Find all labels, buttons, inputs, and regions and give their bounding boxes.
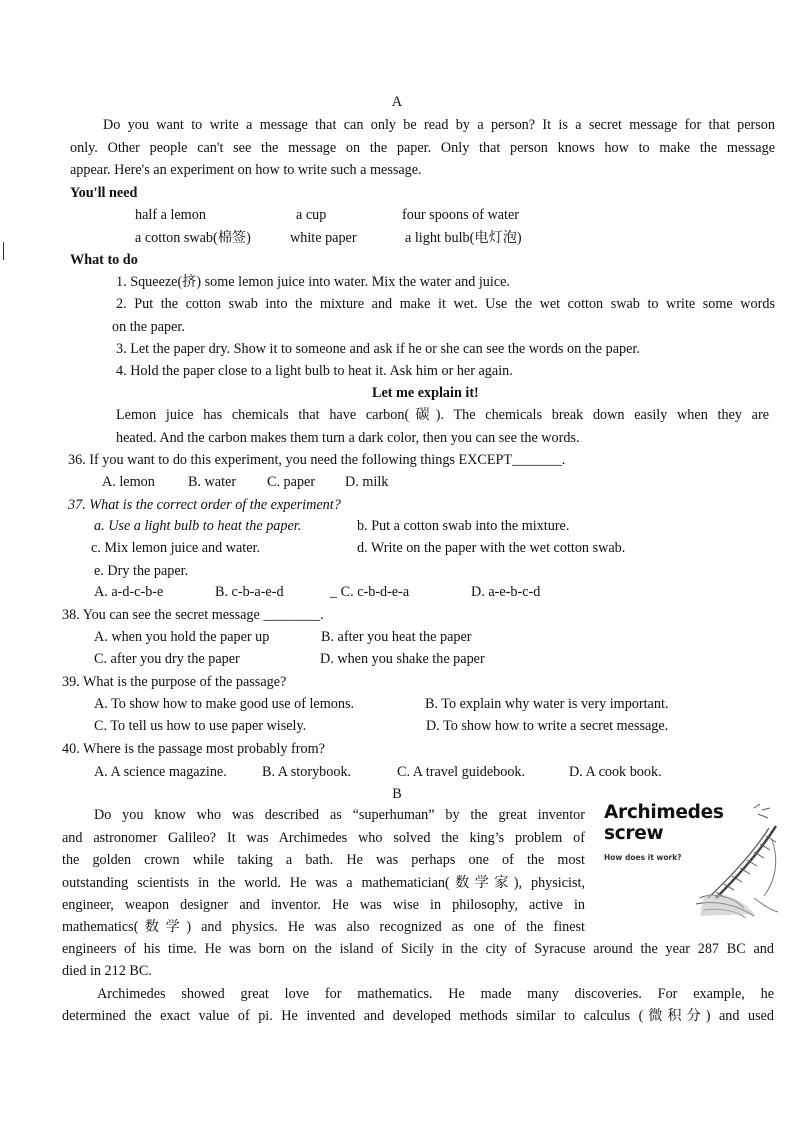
q38-option-a: A. when you hold the paper up [94,629,270,645]
need-item: a cotton swab(棉签) [135,230,251,246]
q37-option-a: A. a-d-c-b-e [94,584,164,600]
q39-stem: 39. What is the purpose of the passage? [62,674,287,690]
q36-stem: 36. If you want to do this experiment, you need the following things EXCEPT_______. [68,452,566,468]
passage-b-line: died in 212 BC. [62,963,152,979]
passage-b-line: outstanding scientists in the world. He was a mathematician(数学家), physicist, [62,875,585,891]
q40-option-a: A. A science magazine. [94,764,227,780]
passage-b-para2-line: determined the exact value of pi. He invented and developed methods similar to calculus (微积分) and used [62,1008,774,1024]
passage-b-line: Do you know who was described as “superhuman” by the great inventor [94,807,585,823]
need-item: a light bulb(电灯泡) [405,230,522,246]
q40-option-d: D. A cook book. [569,764,662,780]
q37-option-b: B. c-b-a-e-d [215,584,284,600]
q38-option-d: D. when you shake the paper [320,651,485,667]
passage-a-intro-3: appear. Here's an experiment on how to write such a message. [70,162,422,178]
todo-heading: What to do [70,252,138,268]
passage-b-line: and astronomer Galileo? It was Archimedes who solved the king’s problem of [62,830,585,846]
q37-option-d: D. a-e-b-c-d [471,584,541,600]
q40-option-c: C. A travel guidebook. [397,764,526,780]
q40-stem: 40. Where is the passage most probably from? [62,741,325,757]
need-item: a cup [296,207,327,223]
passage-a-letter: A [391,94,403,110]
step-2: 2. Put the cotton swab into the mixture and make it wet. Use the wet cotton swab to write some words [116,296,775,312]
passage-b-line: the golden crown while taking a bath. He was perhaps one of the most [62,852,585,868]
archimedes-screw-figure [604,800,782,920]
q39-option-b: B. To explain why water is very important. [425,696,669,712]
explain-heading: Let me explain it! [372,385,479,401]
passage-b-letter: B [392,786,402,802]
q38-stem: 38. You can see the secret message ________. [62,607,324,623]
q38-option-b: B. after you heat the paper [321,629,472,645]
passage-b-para2-line: Archimedes showed great love for mathematics. He made many discoveries. For example, he [97,986,774,1002]
need-item: four spoons of water [402,207,520,223]
archimedes-screw-illustration [604,800,782,920]
q36-option-c: C. paper [267,474,316,490]
passage-a-intro-2: only. Other people can't see the message on the paper. Only that person knows how to make the message [70,140,775,156]
q40-option-b: B. A storybook. [262,764,352,780]
q37-step-a: a. Use a light bulb to heat the paper. [94,518,302,534]
step-3: 3. Let the paper dry. Show it to someone and ask if he or she can see the words on the paper. [116,341,640,357]
need-item: half a lemon [135,207,206,223]
step-2-cont: on the paper. [112,319,185,335]
q39-option-d: D. To show how to write a secret message. [426,718,669,734]
figure-title-line-2: screw [604,823,664,844]
scan-edge-mark [3,242,4,260]
q37-option-c: _ C. c-b-d-e-a [330,584,410,600]
explain-line-1: Lemon juice has chemicals that have carbon(碳). The chemicals break down easily when they are [116,407,769,423]
explain-line-2: heated. And the carbon makes them turn a dark color, then you can see the words. [116,430,580,446]
need-heading: You'll need [70,185,138,201]
q36-option-b: B. water [188,474,237,490]
figure-subtitle: How does it work? [604,853,682,862]
q37-step-c: c. Mix lemon juice and water. [91,540,261,556]
q39-option-a: A. To show how to make good use of lemons. [94,696,355,712]
passage-b-line: engineer, weapon designer and inventor. He was wise in philosophy, active in [62,897,585,913]
need-item: white paper [290,230,357,246]
step-4: 4. Hold the paper close to a light bulb to heat it. Ask him or her again. [116,363,513,379]
q37-stem: 37. What is the correct order of the experiment? [68,497,341,513]
q36-option-d: D. milk [345,474,389,490]
figure-title-line-1: Archimedes [604,802,724,823]
q37-step-b: b. Put a cotton swab into the mixture. [357,518,570,534]
passage-b-line: mathematics(数学) and physics. He was also recognized as one of the finest [62,919,585,935]
passage-a-intro-1: Do you want to write a message that can only be read by a person? It is a secret message for that person [103,117,775,133]
q38-option-c: C. after you dry the paper [94,651,240,667]
q36-option-a: A. lemon [102,474,155,490]
q37-step-e: e. Dry the paper. [94,563,189,579]
passage-b-line: engineers of his time. He was born on the island of Sicily in the city of Syracuse around the year 287 BC and [62,941,774,957]
q39-option-c: C. To tell us how to use paper wisely. [94,718,307,734]
step-1: 1. Squeeze(挤) some lemon juice into water. Mix the water and juice. [116,274,510,290]
q37-step-d: d. Write on the paper with the wet cotton swab. [357,540,626,556]
